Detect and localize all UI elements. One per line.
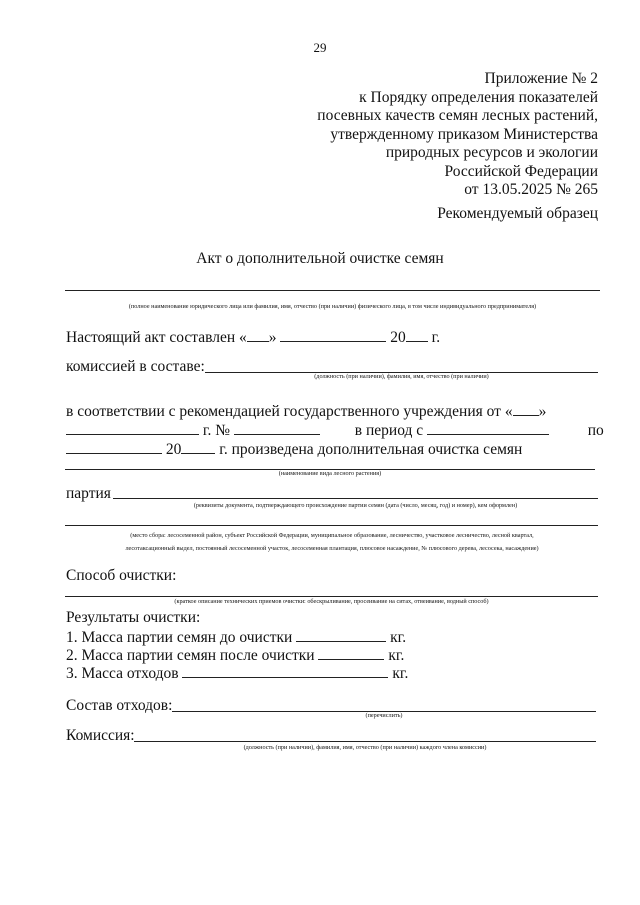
entity-name-line	[65, 290, 600, 291]
rec-to-label: по	[587, 422, 604, 439]
rec-period-label: в период с	[354, 422, 424, 439]
rec-number-blank	[234, 421, 320, 435]
recommendation-row-3	[66, 440, 522, 459]
commission-line	[134, 741, 596, 742]
commission-members-label: комиссией в составе:	[66, 358, 205, 375]
appendix-line: Приложение № 2	[484, 70, 598, 87]
results-item-2-label: 2. Масса партии семян после очистки	[66, 647, 315, 664]
collection-place-caption-2: лесотаксационный выдел, постоянный лесосеменной участок, лесосеменная плантация, плюсовое насаждение, № плюсового дерева, лесосека, насаждение)	[125, 545, 539, 552]
appendix-line: Российской Федерации	[444, 162, 598, 180]
mass-before-blank	[296, 628, 386, 642]
appendix-line: утвержденному приказом Министерства	[330, 125, 598, 143]
act-drawn-prefix: Настоящий акт составлен «	[66, 329, 247, 346]
results-item-2	[66, 646, 404, 665]
results-item-3-unit: кг.	[392, 665, 409, 682]
recommendation-row-2	[66, 421, 604, 440]
species-caption: (наименование вида лесного растения)	[278, 470, 382, 477]
rec-number-label: г. №	[202, 422, 231, 439]
page-number: 29	[313, 40, 327, 55]
appendix-block	[317, 70, 598, 200]
results-item-1-label: 1. Масса партии семян до очистки	[66, 629, 293, 646]
method-caption: (краткое описание технических приемов очистки: обескрыливание, просеивание на ситах, отвеивание, водный способ)	[174, 598, 489, 605]
results-item-2-unit: кг.	[388, 647, 405, 664]
act-year-suffix: г.	[431, 329, 441, 346]
rec-year: 20	[165, 441, 182, 458]
method-line	[65, 596, 598, 597]
recommendation-quote: »	[538, 403, 547, 420]
appendix-line: посевных качеств семян лесных растений,	[317, 107, 598, 124]
collection-place-line	[65, 525, 598, 526]
results-item-3-label: 3. Масса отходов	[66, 665, 179, 682]
rec-from-blank	[427, 421, 549, 435]
commission-members-caption: (должность (при наличии), фамилия, имя, отчество (при наличии)	[314, 373, 489, 380]
rec-to-blank	[66, 440, 162, 454]
results-item-1-unit: кг.	[390, 629, 407, 646]
mass-after-blank	[318, 646, 384, 660]
act-drawn-quote: »	[268, 329, 277, 346]
method-label: Способ очистки:	[66, 567, 177, 584]
commission-caption: (должность (при наличии), фамилия, имя, отчество (при наличии) каждого члена комиссии)	[243, 744, 487, 751]
entity-name-caption: (полное наименование юридического лица или фамилия, имя, отчество (при наличии) физического лица, в том числе индивидуального предпринимателя)	[128, 303, 537, 310]
rec-year-blank	[181, 440, 215, 454]
rec-tail: г. произведена дополнительная очистка семян	[219, 441, 523, 458]
recommendation-row-1	[66, 402, 546, 421]
year-blank	[406, 328, 428, 342]
act-year: 20	[390, 329, 406, 346]
recommendation-text: в соответствии с рекомендацией государственного учреждения от «	[66, 403, 513, 420]
appendix-line: к Порядку определения показателей	[359, 88, 598, 106]
batch-line	[113, 498, 598, 499]
batch-label: партия	[66, 485, 111, 502]
results-item-3	[66, 664, 408, 683]
act-drawn-row	[66, 328, 440, 347]
waste-caption: (перечислить)	[365, 712, 403, 719]
appendix-line: природных ресурсов и экологии	[385, 144, 598, 161]
document-title: Акт о дополнительной очистке семян	[196, 250, 444, 267]
rec-day-blank	[513, 402, 539, 416]
day-blank	[247, 328, 269, 342]
appendix-line: от 13.05.2025 № 265	[464, 181, 598, 198]
waste-label: Состав отходов:	[66, 697, 173, 714]
commission-label: Комиссия:	[66, 727, 135, 744]
batch-caption: (реквизиты документа, подтверждающего происхождение партии семян (дата (число, месяц, год) и номер), кем оформлен)	[193, 502, 518, 509]
results-heading: Результаты очистки:	[66, 609, 201, 626]
sample-label: Рекомендуемый образец	[437, 205, 598, 222]
month-blank	[280, 328, 386, 342]
results-item-1	[66, 628, 406, 647]
collection-place-caption-1: (место сбора: лесосеменной район, субъект Российской Федерации, муниципальное образование, лесничество, участковое лесничество, лесной квартал,	[130, 532, 534, 539]
rec-date-blank	[66, 421, 199, 435]
waste-mass-blank	[182, 664, 388, 678]
